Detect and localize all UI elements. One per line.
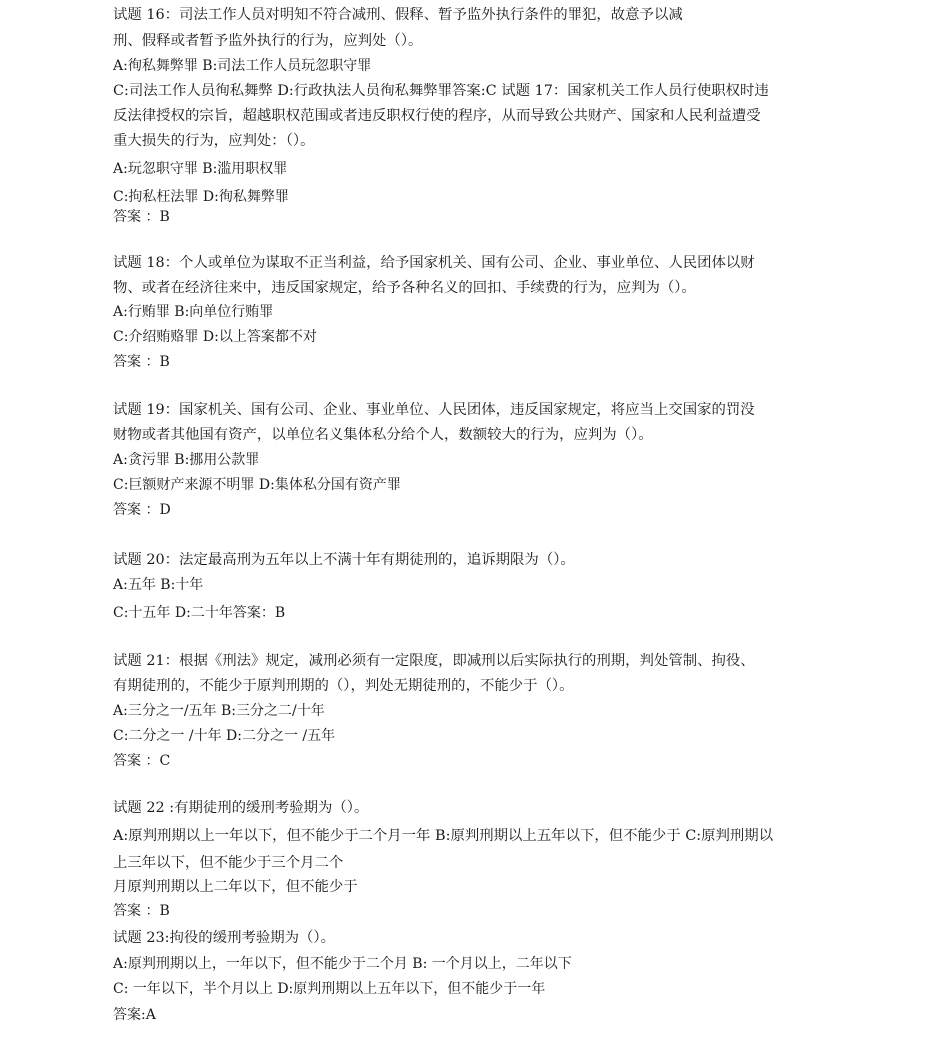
question-20-options-ab: A:五年 B:十年	[113, 577, 204, 593]
question-19-stem-line-2: 财物或者其他国有资产，以单位名义集体私分给个人，数额较大的行为，应判为（）。	[113, 427, 653, 443]
question-17-answer: 答案 ：B	[113, 209, 170, 225]
question-22-options-line-1: A:原判刑期以上一年以下，但不能少于二个月一年 B:原判刑期以上五年以下，但不能少于 C:原判刑期以	[113, 828, 774, 844]
question-19-options-ab: A:贪污罪 B:挪用公款罪	[113, 452, 260, 468]
question-17-options-ab: A:玩忽职守罪 B:滥用职权罪	[113, 161, 288, 177]
question-19-stem-line-1: 试题 19：国家机关、国有公司、企业、事业单位、人民团体，违反国家规定，将应当上交国家的罚没	[113, 402, 755, 418]
question-17-stem-line-1: C:司法工作人员徇私舞弊 D:行政执法人员徇私舞弊罪答案:C 试题 17：国家机关工作人员行使职权时违	[113, 83, 769, 99]
question-17-stem-line-3: 重大损失的行为，应判处：（）。	[113, 133, 315, 149]
question-16-stem-line-1: 试题 16：司法工作人员对明知不符合减刑、假释、暂予监外执行条件的罪犯，故意予以减	[113, 7, 683, 23]
question-20-stem: 试题 20：法定最高刑为五年以上不满十年有期徒刑的，追诉期限为（）。	[113, 552, 575, 568]
question-18-options-cd: C:介绍贿赂罪 D:以上答案都不对	[113, 329, 317, 345]
question-21-stem-line-2: 有期徒刑的，不能少于原判刑期的（），判处无期徒刑的，不能少于（）。	[113, 678, 574, 694]
question-18-options-ab: A:行贿罪 B:向单位行贿罪	[113, 304, 274, 320]
question-19-answer: 答案 ：D	[113, 502, 171, 518]
question-17-options-cd: C:拘私枉法罪 D:徇私舞弊罪	[113, 189, 289, 205]
question-17-stem-line-2: 反法律授权的宗旨，超越职权范围或者违反职权行使的程序，从而导致公共财产、国家和人民利益遭受	[113, 108, 761, 124]
question-23-options-ab: A:原判刑期以上，一年以下，但不能少于二个月 B: 一个月以上，二年以下	[113, 956, 572, 972]
question-21-options-cd: C:二分之一 /十年 D:二分之一 /五年	[113, 728, 336, 744]
question-16-stem-line-2: 刑、假释或者暂予监外执行的行为，应判处（）。	[113, 33, 423, 49]
question-22-options-line-3: 月原判刑期以上二年以下，但不能少于	[113, 879, 358, 895]
question-23-answer: 答案:A	[113, 1007, 156, 1023]
question-18-answer: 答案 ：B	[113, 354, 170, 370]
question-21-answer: 答案 ：C	[113, 753, 171, 769]
question-22-answer: 答案 ：B	[113, 903, 170, 919]
question-23-options-cd: C: 一年以下，半个月以上 D:原判刑期以上五年以下，但不能少于一年	[113, 981, 546, 997]
question-18-stem-line-1: 试题 18：个人或单位为谋取不正当利益，给予国家机关、国有公司、企业、事业单位、人民团体以财	[113, 255, 755, 271]
question-21-options-ab: A:三分之一/五年 B:三分之二/十年	[113, 703, 325, 719]
question-19-options-cd: C:巨额财产来源不明罪 D:集体私分国有资产罪	[113, 477, 401, 493]
question-23-stem: 试题 23:拘役的缓刑考验期为（）。	[113, 930, 336, 946]
question-20-options-cd-answer: C:十五年 D:二十年答案：B	[113, 605, 286, 621]
question-21-stem-line-1: 试题 21：根据《刑法》规定，减刑必须有一定限度，即减刑以后实际执行的刑期，判处管制、拘役、	[113, 653, 755, 669]
question-22-stem: 试题 22 :有期徒刑的缓刑考验期为（）。	[113, 800, 369, 816]
question-16-options-ab: A:徇私舞弊罪 B:司法工作人员玩忽职守罪	[113, 58, 372, 74]
question-22-options-line-2: 上三年以下，但不能少于三个月二个	[113, 855, 344, 871]
question-18-stem-line-2: 物、或者在经济往来中，违反国家规定，给予各种名义的回扣、手续费的行为，应判为（）。	[113, 280, 696, 296]
document-page	[113, 0, 813, 1050]
